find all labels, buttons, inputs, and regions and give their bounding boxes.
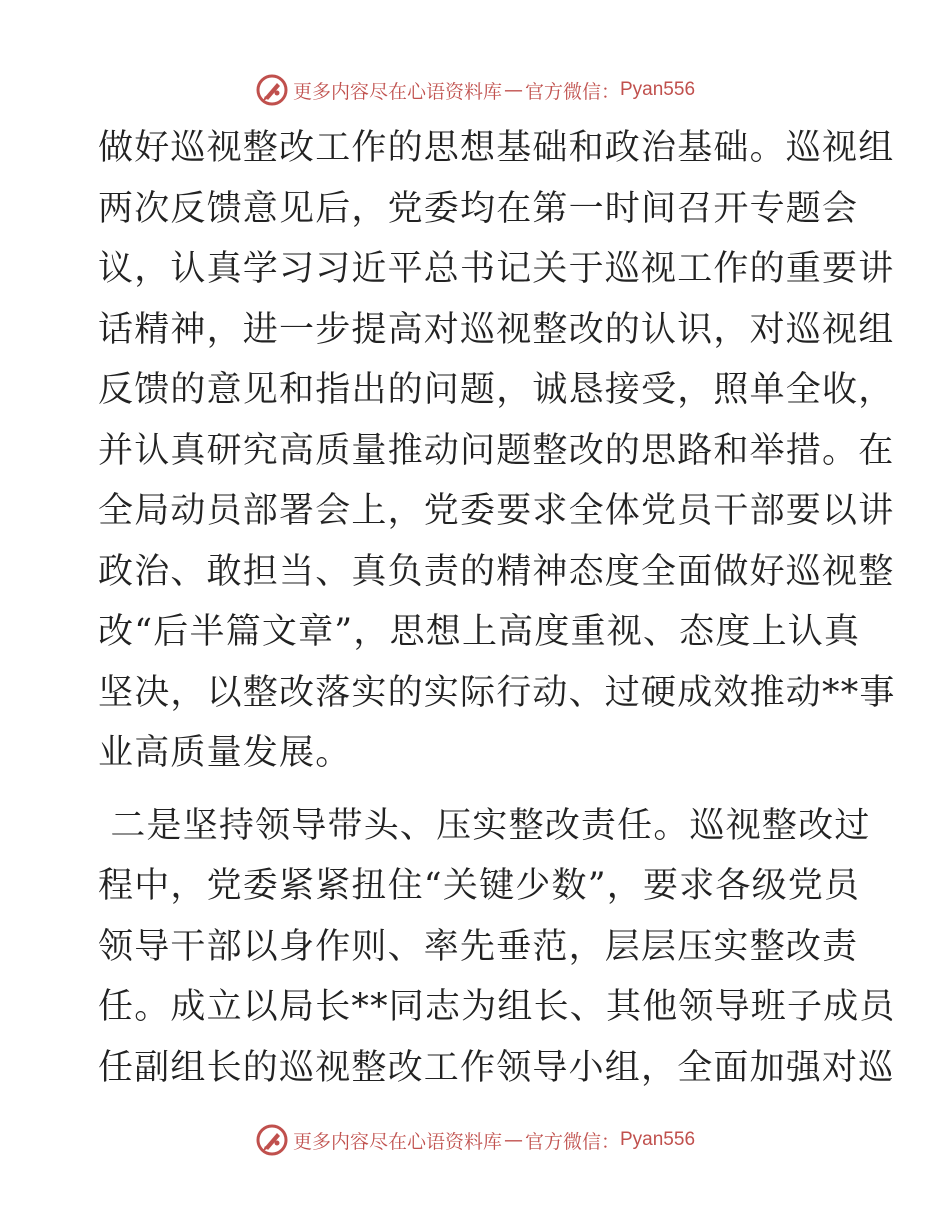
text-line: 任副组长的巡视整改工作领导小组，全面加强对巡 bbox=[98, 1047, 895, 1088]
text-line: 政治、敢担当、真负责的精神态度全面做好巡视整 bbox=[98, 551, 895, 592]
banner-dash: — bbox=[503, 1129, 523, 1151]
text-line: 议，认真学习习近平总书记关于巡视工作的重要讲 bbox=[98, 249, 895, 289]
banner-contact-label: 官方微信： bbox=[524, 1130, 620, 1153]
text-line: 坚决，以整改落实的实际行动、过硬成效推动**事 bbox=[98, 672, 896, 713]
paragraph-1 bbox=[98, 118, 896, 784]
text-line: 全局动员部署会上，党委要求全体党员干部要以讲 bbox=[98, 491, 895, 531]
text-line: 并认真研究高质量推动问题整改的思路和举措。在 bbox=[98, 430, 895, 471]
footer-banner bbox=[0, 1120, 950, 1160]
text-line: 二是坚持领导带头、压实整改责任。巡视整改过 bbox=[98, 805, 871, 846]
paragraph-2 bbox=[98, 796, 896, 1099]
text-line: 领导干部以身作则、率先垂范，层层压实整改责 bbox=[98, 926, 859, 967]
brand-logo-icon bbox=[255, 1123, 289, 1157]
text-line: 做好巡视整改工作的思想基础和政治基础。巡视组 bbox=[98, 128, 895, 168]
text-line: 任。成立以局长**同志为组长、其他领导班子成员 bbox=[98, 987, 896, 1027]
text-line: 业高质量发展。 bbox=[98, 733, 352, 773]
text-line: 程中，党委紧紧扭住“关键少数”，要求各级党员 bbox=[98, 866, 861, 906]
header-banner bbox=[0, 70, 950, 110]
text-line: 反馈的意见和指出的问题，诚恳接受，照单全收， bbox=[98, 370, 895, 410]
text-line: 两次反馈意见后，党委均在第一时间召开专题会 bbox=[98, 188, 859, 229]
banner-text: 更多内容尽在心语资料库 bbox=[292, 1130, 502, 1153]
document-body bbox=[98, 118, 896, 1098]
text-line: 话精神，进一步提高对巡视整改的认识，对巡视组 bbox=[98, 309, 895, 350]
paragraph-gap bbox=[98, 784, 858, 796]
banner-contact-id: Pyan556 bbox=[620, 79, 696, 100]
brand-logo-icon bbox=[255, 73, 289, 107]
banner-dash: — bbox=[503, 79, 523, 101]
banner-contact-label: 官方微信： bbox=[524, 80, 620, 103]
banner-contact-id: Pyan556 bbox=[620, 1129, 696, 1150]
text-line: 改“后半篇文章”，思想上高度重视、态度上认真 bbox=[98, 612, 861, 652]
banner-text: 更多内容尽在心语资料库 bbox=[292, 80, 502, 103]
